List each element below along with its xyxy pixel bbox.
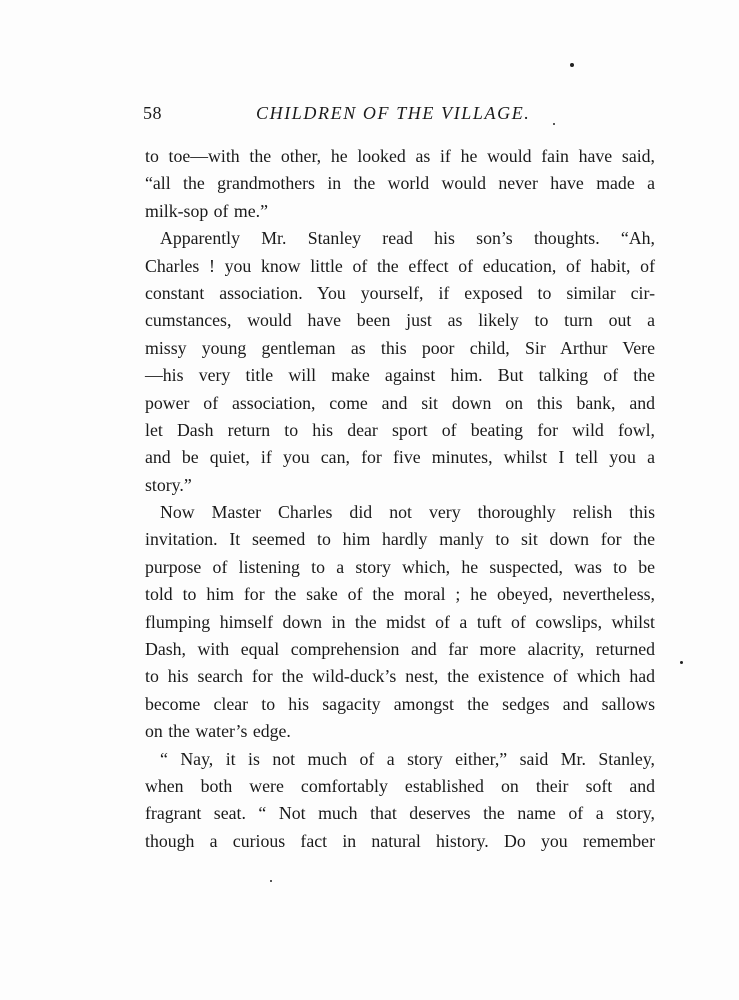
page-number: 58 — [143, 103, 162, 123]
text-line: —his very title will make against him. But talking of the — [145, 365, 655, 386]
text-line: purpose of listening to a story which, he suspected, was to be — [145, 556, 655, 577]
text-line: Apparently Mr. Stanley read his son’s thoughts. “Ah, — [160, 228, 655, 249]
text-line: power of association, come and sit down on this bank, and — [145, 392, 655, 413]
text-line: Dash, with equal comprehension and far more alacrity, returned — [145, 639, 655, 660]
running-head — [143, 103, 655, 129]
text-line: Charles ! you know little of the effect of education, of habit, of — [145, 255, 655, 276]
text-line: “all the grandmothers in the world would never have made a — [145, 173, 655, 194]
text-line: cumstances, would have been just as likely to turn out a — [145, 310, 655, 331]
text-line: let Dash return to his dear sport of beating for wild fowl, — [145, 419, 655, 440]
text-line: told to him for the sake of the moral ; he obeyed, nevertheless, — [145, 584, 655, 605]
text-line: to his search for the wild-duck’s nest, the existence of which had — [145, 666, 655, 687]
text-line: flumping himself down in the midst of a tuft of cowslips, whilst — [145, 611, 655, 632]
text-line: invitation. It seemed to him hardly manly to sit down for the — [145, 529, 655, 550]
text-line: when both were comfortably established on their soft and — [145, 775, 655, 796]
text-line: “ Nay, it is not much of a story either,” said Mr. Stanley, — [160, 748, 655, 769]
ink-speck — [270, 880, 272, 882]
text-line: constant association. You yourself, if exposed to similar cir- — [145, 282, 655, 303]
running-title: CHILDREN OF THE VILLAGE. — [256, 103, 531, 123]
ink-speck — [570, 63, 574, 67]
text-line: to toe—with the other, he looked as if he would fain have said, — [145, 146, 655, 166]
text-line: Now Master Charles did not very thoroughly relish this — [160, 502, 655, 523]
text-line: on the water’s edge. — [145, 721, 291, 742]
text-line: missy young gentleman as this poor child, Sir Arthur Vere — [145, 337, 655, 358]
body-text — [145, 143, 655, 855]
text-line: milk-sop of me.” — [145, 200, 268, 221]
text-line: story.” — [145, 474, 192, 495]
text-line: become clear to his sagacity amongst the sedges and sallows — [145, 693, 655, 714]
ink-speck — [680, 661, 683, 664]
text-line: and be quiet, if you can, for five minutes, whilst I tell you a — [145, 447, 655, 468]
text-line: though a curious fact in natural history. Do you remember — [145, 830, 655, 851]
text-line: fragrant seat. “ Not much that deserves the name of a story, — [145, 803, 655, 824]
